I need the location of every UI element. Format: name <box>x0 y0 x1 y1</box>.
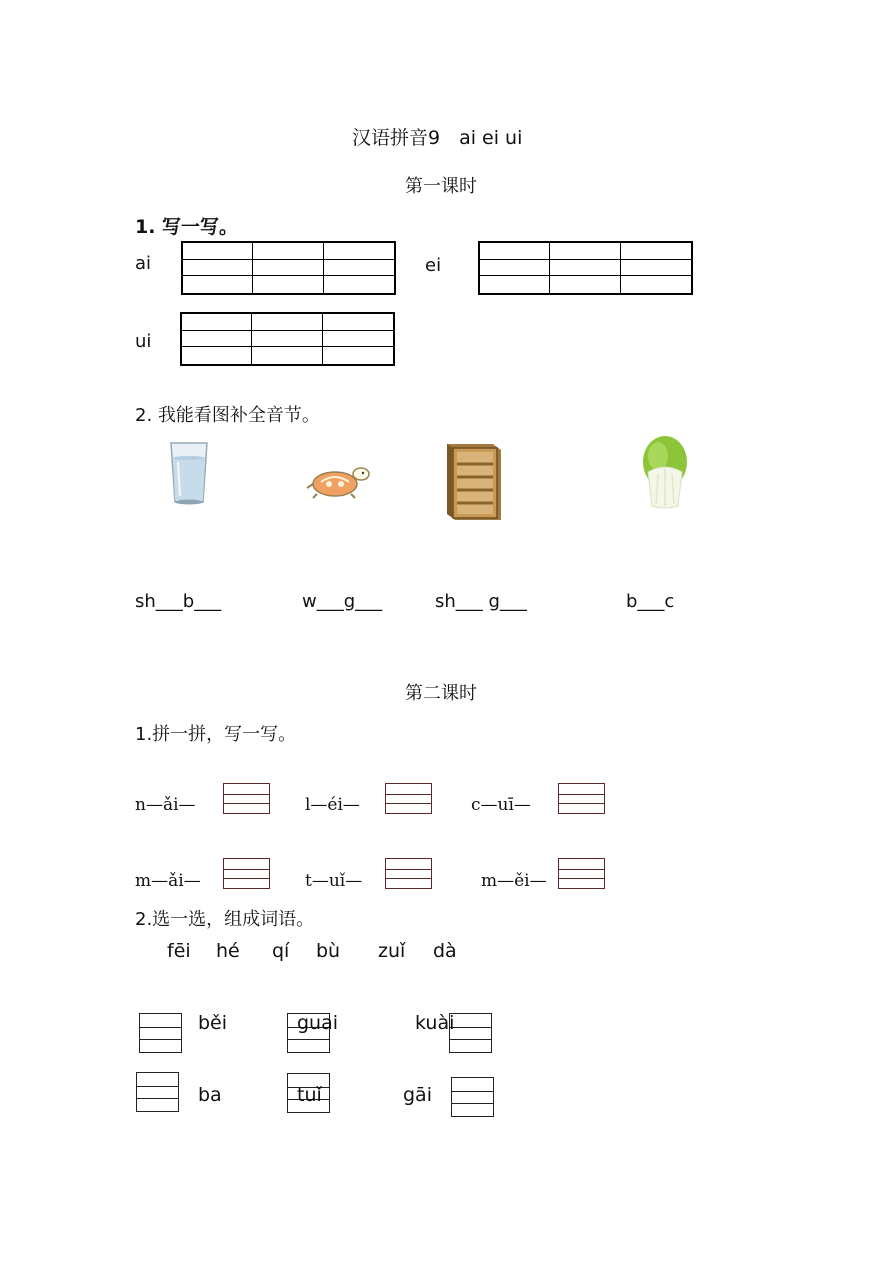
word-2: guai <box>297 1012 339 1034</box>
writing-grid-ui[interactable] <box>180 312 395 366</box>
option-2: hé <box>216 940 240 962</box>
answer-bookshelf: sh___ g___ <box>435 591 527 612</box>
question-2-label: 2. 我能看图补全音节。 <box>135 405 320 426</box>
spell-answer-box-5[interactable] <box>385 858 432 889</box>
word-box-6[interactable] <box>451 1077 494 1117</box>
lesson2-question-1-label: 1.拼一拼，写一写。 <box>135 724 297 745</box>
word-1: běi <box>198 1012 228 1034</box>
answer-turtle: w___g___ <box>302 591 383 612</box>
page-title: 汉语拼音9 ai ei ui <box>352 127 523 149</box>
word-6: gāi <box>403 1084 432 1106</box>
word-4: ba <box>198 1084 222 1106</box>
syllable-ai: ai <box>135 253 152 274</box>
option-1: fēi <box>167 940 191 962</box>
word-box-4[interactable] <box>136 1072 179 1112</box>
word-box-3[interactable] <box>449 1013 492 1053</box>
spell-item-4: m—ǎi— <box>135 871 201 891</box>
spell-answer-box-4[interactable] <box>223 858 270 889</box>
option-4: bù <box>316 940 341 962</box>
spell-answer-box-6[interactable] <box>558 858 605 889</box>
word-box-1[interactable] <box>139 1013 182 1053</box>
cabbage-icon <box>638 432 692 510</box>
answer-glass: sh___b___ <box>135 591 222 612</box>
spell-answer-box-3[interactable] <box>558 783 605 814</box>
spell-item-6: m—ěi— <box>481 871 547 891</box>
glass-of-water-icon <box>168 440 210 506</box>
option-5: zuǐ <box>378 940 406 962</box>
spell-item-1: n—ǎi— <box>135 795 196 815</box>
bookshelf-icon <box>443 440 505 524</box>
syllable-ui: ui <box>135 331 152 352</box>
spell-answer-box-1[interactable] <box>223 783 270 814</box>
lesson1-heading: 第一课时 <box>405 176 477 197</box>
option-3: qí <box>272 940 290 962</box>
writing-grid-ai[interactable] <box>181 241 396 295</box>
spell-item-5: t—uǐ— <box>305 871 363 891</box>
spell-item-3: c—uī— <box>471 795 531 815</box>
word-3: kuài <box>415 1012 455 1034</box>
option-6: dà <box>433 940 457 962</box>
spell-answer-box-2[interactable] <box>385 783 432 814</box>
question-1-label: 1. 写一写。 <box>135 216 239 238</box>
word-5: tuǐ <box>297 1084 322 1106</box>
answer-cabbage: b___c <box>626 591 675 612</box>
writing-grid-ei[interactable] <box>478 241 693 295</box>
turtle-icon <box>305 462 371 500</box>
lesson2-heading: 第二课时 <box>405 683 477 704</box>
lesson2-question-2-label: 2.选一选，组成词语。 <box>135 909 315 930</box>
spell-item-2: l—éi— <box>305 795 360 815</box>
syllable-ei: ei <box>425 255 442 276</box>
